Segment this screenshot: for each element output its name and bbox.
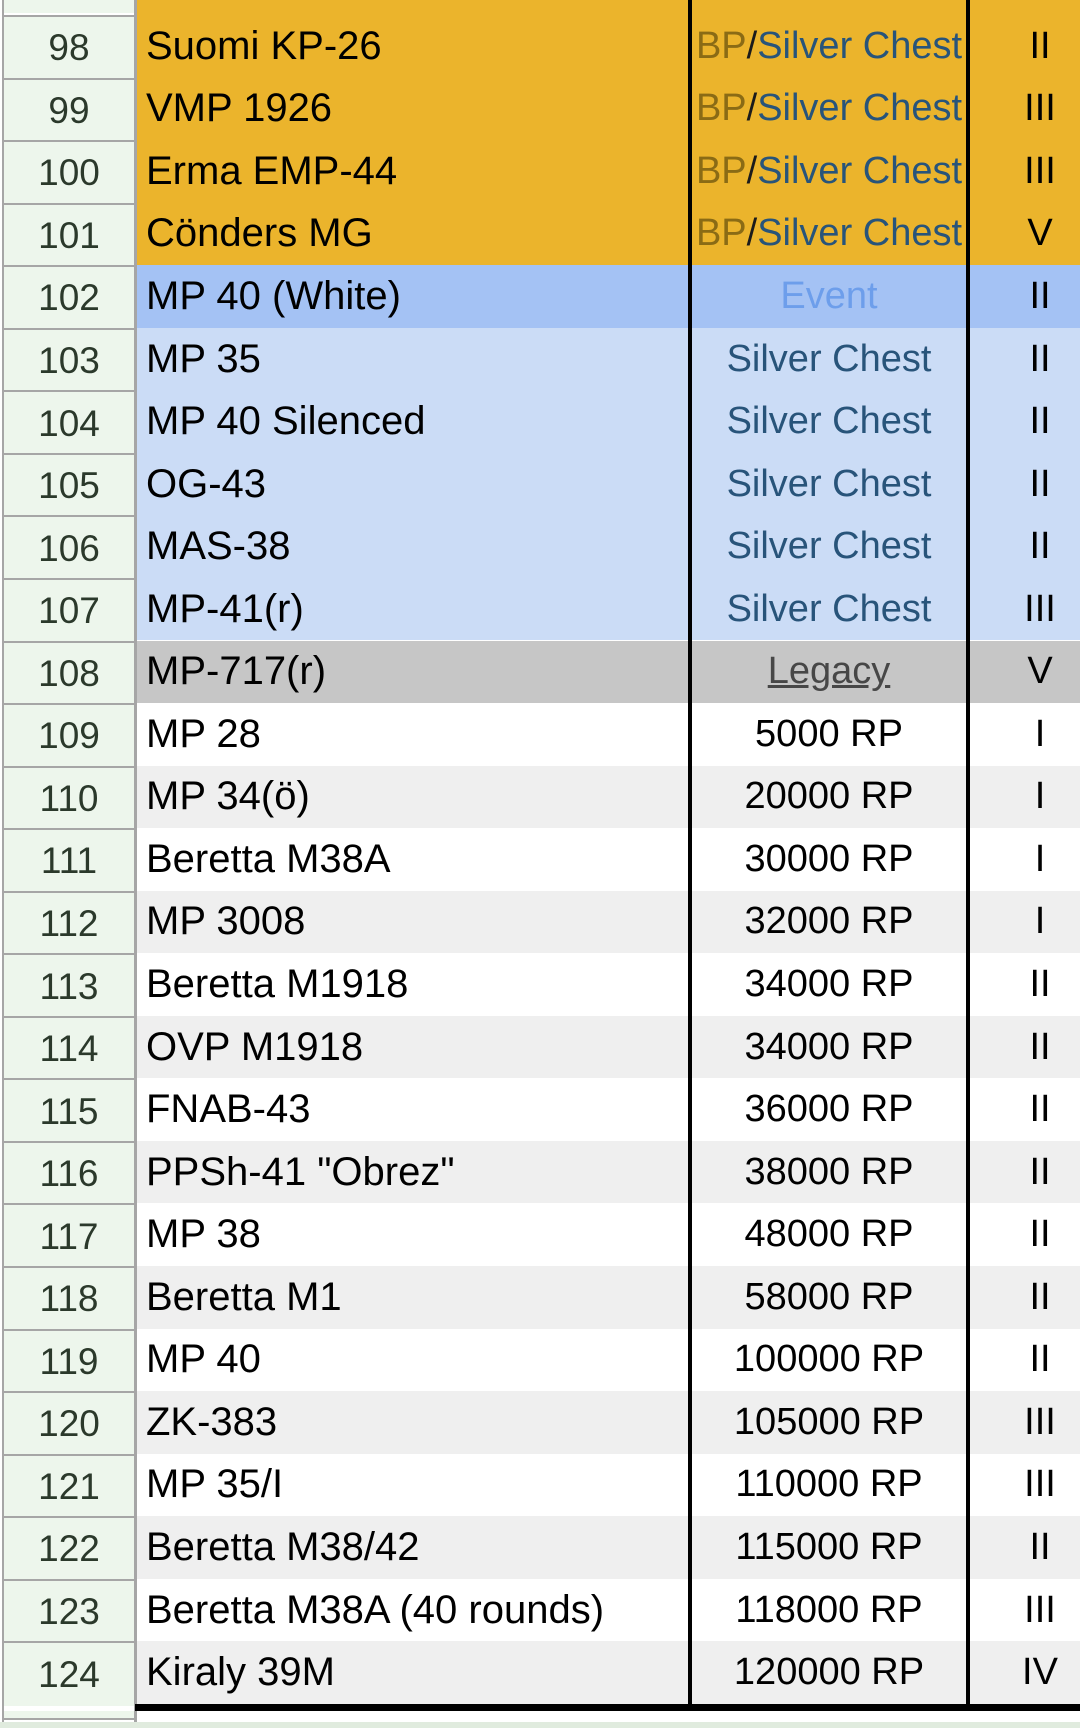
- weapon-name-label: MP-41(r): [146, 586, 304, 631]
- cost-slash-label: /: [746, 24, 758, 67]
- cell-weapon-name[interactable]: [146, 828, 391, 891]
- table-row: [137, 1641, 1080, 1704]
- cell-unlock-cost[interactable]: [692, 1141, 966, 1204]
- cell-unlock-cost[interactable]: [692, 1329, 966, 1392]
- row-number-label: 108: [38, 652, 100, 694]
- cell-tier[interactable]: [972, 1391, 1080, 1454]
- table-row: [137, 78, 1080, 141]
- cell-tier[interactable]: [972, 140, 1080, 203]
- table-row: [137, 453, 1080, 516]
- tier-label: III: [1024, 149, 1056, 192]
- tier-label: II: [1029, 462, 1051, 505]
- row-number-label: 101: [38, 214, 100, 256]
- cell-weapon-name[interactable]: [146, 15, 382, 78]
- row-number[interactable]: [4, 953, 134, 1018]
- weapon-name-label: MP 38: [146, 1212, 261, 1257]
- cost-silver-chest-label: Silver Chest: [757, 24, 963, 67]
- cell-tier[interactable]: [972, 265, 1080, 328]
- row-number[interactable]: [4, 1141, 134, 1206]
- cell-unlock-cost[interactable]: [692, 828, 966, 891]
- cost-legacy-link[interactable]: Legacy: [767, 650, 891, 693]
- tier-label: III: [1024, 1463, 1056, 1506]
- cell-unlock-cost[interactable]: [692, 641, 966, 704]
- cell-tier[interactable]: [972, 515, 1080, 578]
- row-number-label: 124: [38, 1653, 100, 1695]
- row-number-label: 112: [39, 902, 99, 944]
- cell-tier[interactable]: [972, 578, 1080, 641]
- weapon-name-label: Suomi KP-26: [146, 23, 382, 68]
- cell-weapon-name[interactable]: [146, 78, 332, 141]
- row-number-label: 120: [38, 1403, 100, 1445]
- cell-unlock-cost[interactable]: [692, 1266, 966, 1329]
- cell-weapon-name[interactable]: [146, 1266, 342, 1329]
- cell-tier[interactable]: [972, 1141, 1080, 1204]
- cell-tier[interactable]: [972, 1516, 1080, 1579]
- cell-unlock-cost[interactable]: [692, 578, 966, 641]
- weapon-name-label: PPSh-41 "Obrez": [146, 1149, 455, 1194]
- table-row: [137, 641, 1080, 704]
- weapon-name-label: MP 40: [146, 1337, 261, 1382]
- row-number[interactable]: [4, 328, 134, 393]
- tier-label: I: [1034, 775, 1046, 818]
- cell-unlock-cost[interactable]: [692, 953, 966, 1016]
- next-row-strip: [0, 1722, 1080, 1728]
- cell-weapon-name[interactable]: [146, 140, 397, 203]
- table-row: [137, 1454, 1080, 1517]
- cell-unlock-cost[interactable]: [692, 1203, 966, 1266]
- cost-rp-label: 34000 RP: [744, 963, 914, 1006]
- weapon-name-label: Beretta M38A: [146, 836, 391, 881]
- cost-silver-chest-label: Silver Chest: [757, 212, 963, 255]
- row-number[interactable]: [4, 1579, 134, 1644]
- cell-weapon-name[interactable]: [146, 1329, 261, 1392]
- cell-tier[interactable]: [972, 1579, 1080, 1642]
- weapon-name-label: Cönders MG: [146, 211, 373, 256]
- column-divider-name-cost: [688, 0, 692, 1711]
- table-row: [137, 1579, 1080, 1642]
- row-number[interactable]: [4, 1203, 134, 1268]
- table-row: [137, 1203, 1080, 1266]
- table-row: [137, 891, 1080, 954]
- row-number-label: 105: [38, 465, 100, 507]
- row-number[interactable]: [4, 78, 134, 143]
- cell-weapon-name[interactable]: [146, 515, 291, 578]
- cost-silver-chest-label: Silver Chest: [757, 87, 963, 130]
- cell-unlock-cost[interactable]: [692, 140, 966, 203]
- cell-tier[interactable]: [972, 1078, 1080, 1141]
- cell-tier[interactable]: [972, 78, 1080, 141]
- tier-label: V: [1027, 212, 1053, 255]
- weapon-name-label: Kiraly 39M: [146, 1650, 335, 1695]
- table-row: [137, 515, 1080, 578]
- cell-unlock-cost[interactable]: [692, 1516, 966, 1579]
- tier-label: I: [1034, 712, 1046, 755]
- row-number[interactable]: [4, 891, 134, 956]
- table-row: [137, 766, 1080, 829]
- cell-unlock-cost[interactable]: [692, 515, 966, 578]
- cell-unlock-cost[interactable]: [692, 328, 966, 391]
- cell-weapon-name[interactable]: [146, 203, 373, 266]
- row-number-label: 122: [38, 1528, 100, 1570]
- column-divider-cost-tier: [966, 0, 970, 1711]
- cell-tier[interactable]: [972, 328, 1080, 391]
- row-number-label: 123: [38, 1591, 100, 1633]
- row-number[interactable]: [4, 1516, 134, 1581]
- cell-unlock-cost[interactable]: [692, 1391, 966, 1454]
- row-number[interactable]: [4, 703, 134, 768]
- cell-unlock-cost[interactable]: [692, 766, 966, 829]
- row-number-label: 107: [38, 590, 100, 632]
- weapon-name-label: MP 3008: [146, 899, 306, 944]
- cell-unlock-cost[interactable]: [692, 891, 966, 954]
- table-row: [137, 328, 1080, 391]
- cost-rp-label: 58000 RP: [744, 1275, 914, 1318]
- cost-rp-label: 38000 RP: [744, 1150, 914, 1193]
- row-number[interactable]: [4, 1016, 134, 1081]
- row-number-label: 110: [39, 777, 99, 819]
- tier-label: III: [1024, 1588, 1056, 1631]
- weapon-name-label: VMP 1926: [146, 86, 333, 131]
- weapon-name-label: OVP M1918: [146, 1024, 364, 1069]
- row-number[interactable]: [4, 453, 134, 518]
- weapon-name-label: MP 34(ö): [146, 774, 310, 819]
- tier-label: II: [1029, 525, 1051, 568]
- row-number-label: 114: [39, 1028, 99, 1070]
- cell-weapon-name[interactable]: [146, 1391, 277, 1454]
- row-number[interactable]: [4, 1454, 134, 1519]
- weapon-name-label: FNAB-43: [146, 1087, 311, 1132]
- cell-weapon-name[interactable]: [146, 766, 310, 829]
- cost-slash-label: /: [746, 149, 758, 192]
- cell-unlock-cost[interactable]: [692, 15, 966, 78]
- row-number-next-partial[interactable]: [4, 1711, 134, 1720]
- row-number[interactable]: [4, 766, 134, 831]
- cell-unlock-cost[interactable]: [692, 203, 966, 266]
- weapon-name-label: MP 35: [146, 336, 261, 381]
- cost-rp-label: 5000 RP: [755, 712, 903, 755]
- cell-unlock-cost[interactable]: [692, 390, 966, 453]
- cost-silver-chest-label: Silver Chest: [757, 149, 963, 192]
- tier-label: II: [1029, 1025, 1051, 1068]
- row-number-partial[interactable]: [4, 0, 134, 13]
- cell-tier[interactable]: [972, 390, 1080, 453]
- table-bottom-border: [135, 1704, 1080, 1711]
- cell-tier[interactable]: [972, 15, 1080, 78]
- row-number[interactable]: [4, 515, 134, 580]
- cell-weapon-name[interactable]: [146, 1078, 311, 1141]
- cell-tier[interactable]: [972, 766, 1080, 829]
- cell-unlock-cost[interactable]: [692, 1078, 966, 1141]
- row-header-column: [0, 0, 137, 1728]
- weapon-name-label: Beretta M1: [146, 1274, 342, 1319]
- row-number-label: 109: [38, 715, 100, 757]
- cost-rp-label: 32000 RP: [744, 900, 914, 943]
- cell-unlock-cost[interactable]: [692, 453, 966, 516]
- row-number[interactable]: [4, 1641, 134, 1706]
- tier-label: II: [1029, 1088, 1051, 1131]
- row-number[interactable]: [4, 641, 134, 706]
- cell-tier[interactable]: [972, 1016, 1080, 1079]
- cell-tier[interactable]: [972, 828, 1080, 891]
- cell-weapon-name[interactable]: [146, 453, 266, 516]
- row-number[interactable]: [4, 828, 134, 893]
- tier-label: II: [1029, 24, 1051, 67]
- cell-unlock-cost[interactable]: [692, 1454, 966, 1517]
- row-number-label: 115: [39, 1090, 99, 1132]
- cell-unlock-cost[interactable]: [692, 703, 966, 766]
- cell-unlock-cost[interactable]: [692, 78, 966, 141]
- row-number-label: 121: [38, 1465, 100, 1507]
- cell-tier[interactable]: [972, 1454, 1080, 1517]
- table-row: [137, 828, 1080, 891]
- tier-label: II: [1029, 1525, 1051, 1568]
- cell-weapon-name[interactable]: [146, 1141, 455, 1204]
- tier-label: II: [1029, 1338, 1051, 1381]
- weapon-name-label: OG-43: [146, 461, 267, 506]
- row-number-label: 106: [38, 527, 100, 569]
- cell-tier[interactable]: [972, 1266, 1080, 1329]
- weapon-name-label: Beretta M1918: [146, 962, 409, 1007]
- tier-label: I: [1034, 900, 1046, 943]
- table-row: [137, 703, 1080, 766]
- row-number[interactable]: [4, 265, 134, 330]
- cell-weapon-name[interactable]: [146, 641, 326, 704]
- cell-weapon-name[interactable]: [146, 703, 261, 766]
- cost-rp-label: 115000 RP: [735, 1525, 923, 1568]
- cell-weapon-name[interactable]: [146, 390, 425, 453]
- cell-weapon-name[interactable]: [146, 328, 261, 391]
- tier-label: II: [1029, 274, 1051, 317]
- tier-label: III: [1024, 87, 1056, 130]
- cell-weapon-name[interactable]: [146, 1454, 283, 1517]
- cell-weapon-name[interactable]: [146, 1516, 420, 1579]
- row-number-label: 119: [39, 1340, 99, 1382]
- cost-silver-chest-label: Silver Chest: [726, 587, 932, 630]
- cell-tier[interactable]: [972, 203, 1080, 266]
- cell-weapon-name[interactable]: [146, 265, 401, 328]
- row-number-label: 103: [38, 340, 100, 382]
- cost-bp-label: BP: [695, 24, 747, 67]
- row-number[interactable]: [4, 390, 134, 455]
- cost-silver-chest-label: Silver Chest: [726, 400, 932, 443]
- tier-label: III: [1024, 587, 1056, 630]
- weapon-name-label: ZK-383: [146, 1399, 278, 1444]
- table-row: [137, 1141, 1080, 1204]
- tier-label: IV: [1022, 1651, 1058, 1694]
- cost-rp-label: 110000 RP: [735, 1463, 923, 1506]
- tier-label: I: [1034, 837, 1046, 880]
- table-row: [137, 203, 1080, 266]
- tier-label: V: [1027, 650, 1053, 693]
- tier-label: II: [1029, 1275, 1051, 1318]
- cost-rp-label: 30000 RP: [744, 837, 914, 880]
- table-row: [137, 1516, 1080, 1579]
- row-number-label: 113: [39, 965, 99, 1007]
- table-row: [137, 140, 1080, 203]
- row-number[interactable]: [4, 1391, 134, 1456]
- tier-label: II: [1029, 337, 1051, 380]
- cell-weapon-name[interactable]: [146, 953, 408, 1016]
- table-row: [137, 390, 1080, 453]
- partial-row-97: [137, 0, 1080, 15]
- cell-tier[interactable]: [972, 891, 1080, 954]
- cost-rp-label: 100000 RP: [733, 1338, 925, 1381]
- row-number-label: 99: [48, 89, 90, 131]
- cell-unlock-cost[interactable]: [692, 1016, 966, 1079]
- cell-tier[interactable]: [972, 1203, 1080, 1266]
- table-row: [137, 953, 1080, 1016]
- row-number-label: 104: [38, 402, 100, 444]
- cell-weapon-name[interactable]: [146, 1203, 261, 1266]
- table-row: [137, 1078, 1080, 1141]
- row-number[interactable]: [4, 578, 134, 643]
- cost-rp-label: 118000 RP: [735, 1588, 923, 1631]
- row-header-right-border: [134, 0, 137, 1728]
- cost-bp-label: BP: [695, 212, 747, 255]
- tier-label: II: [1029, 1150, 1051, 1193]
- row-number[interactable]: [4, 1266, 134, 1331]
- cost-rp-label: 105000 RP: [733, 1400, 925, 1443]
- cell-tier[interactable]: [972, 703, 1080, 766]
- table-row: [137, 15, 1080, 78]
- row-number[interactable]: [4, 140, 134, 205]
- cost-slash-label: /: [746, 212, 758, 255]
- cost-rp-label: 34000 RP: [744, 1025, 914, 1068]
- table-row: [137, 1329, 1080, 1392]
- weapon-name-label: MP 28: [146, 711, 261, 756]
- row-number[interactable]: [4, 1078, 134, 1143]
- cell-unlock-cost[interactable]: [692, 1579, 966, 1642]
- weapon-name-label: MP 35/I: [146, 1462, 284, 1507]
- row-number-label: 98: [48, 27, 90, 69]
- cell-unlock-cost[interactable]: [692, 265, 966, 328]
- table-row: [137, 265, 1080, 328]
- cost-rp-label: 20000 RP: [744, 775, 914, 818]
- cost-rp-label: 48000 RP: [744, 1213, 914, 1256]
- table-row: [137, 1016, 1080, 1079]
- weapon-name-label: MP-717(r): [146, 649, 327, 694]
- cell-weapon-name[interactable]: [146, 1579, 604, 1642]
- row-number-label: 117: [39, 1215, 99, 1257]
- cost-event-label: Event: [780, 274, 878, 317]
- cell-weapon-name[interactable]: [146, 1016, 363, 1079]
- weapon-name-label: MAS-38: [146, 524, 291, 569]
- cell-tier[interactable]: [972, 453, 1080, 516]
- cell-weapon-name[interactable]: [146, 891, 305, 954]
- cost-bp-label: BP: [695, 87, 747, 130]
- weapon-name-label: Beretta M38A (40 rounds): [146, 1587, 605, 1632]
- cell-weapon-name[interactable]: [146, 578, 304, 641]
- weapon-name-label: Beretta M38/42: [146, 1524, 420, 1569]
- cost-slash-label: /: [746, 87, 758, 130]
- row-number[interactable]: [4, 1329, 134, 1394]
- cost-rp-label: 120000 RP: [733, 1651, 925, 1694]
- cell-tier[interactable]: [972, 1329, 1080, 1392]
- weapon-name-label: MP 40 Silenced: [146, 399, 426, 444]
- weapon-name-label: MP 40 (White): [146, 273, 401, 318]
- row-header-left-border: [2, 0, 4, 1728]
- tier-label: III: [1024, 1400, 1056, 1443]
- tier-label: II: [1029, 963, 1051, 1006]
- row-number-label: 102: [38, 277, 100, 319]
- table-row: [137, 1391, 1080, 1454]
- weapon-name-label: Erma EMP-44: [146, 148, 398, 193]
- table-row: [137, 578, 1080, 641]
- cell-unlock-cost[interactable]: [692, 1641, 966, 1704]
- row-number[interactable]: [4, 203, 134, 268]
- cell-tier[interactable]: [972, 1641, 1080, 1704]
- row-number-label: 111: [40, 840, 98, 882]
- cost-silver-chest-label: Silver Chest: [726, 337, 932, 380]
- tier-label: II: [1029, 400, 1051, 443]
- table-row: [137, 1266, 1080, 1329]
- cost-silver-chest-label: Silver Chest: [726, 525, 932, 568]
- cost-rp-label: 36000 RP: [744, 1088, 914, 1131]
- tier-label: II: [1029, 1213, 1051, 1256]
- row-number-label: 118: [39, 1278, 99, 1320]
- row-number[interactable]: [4, 15, 134, 80]
- cost-silver-chest-label: Silver Chest: [726, 462, 932, 505]
- cell-tier[interactable]: [972, 641, 1080, 704]
- cell-tier[interactable]: [972, 953, 1080, 1016]
- row-number-label: 116: [39, 1153, 99, 1195]
- row-number-label: 100: [38, 152, 100, 194]
- cost-bp-label: BP: [695, 149, 747, 192]
- cell-weapon-name[interactable]: [146, 1641, 335, 1704]
